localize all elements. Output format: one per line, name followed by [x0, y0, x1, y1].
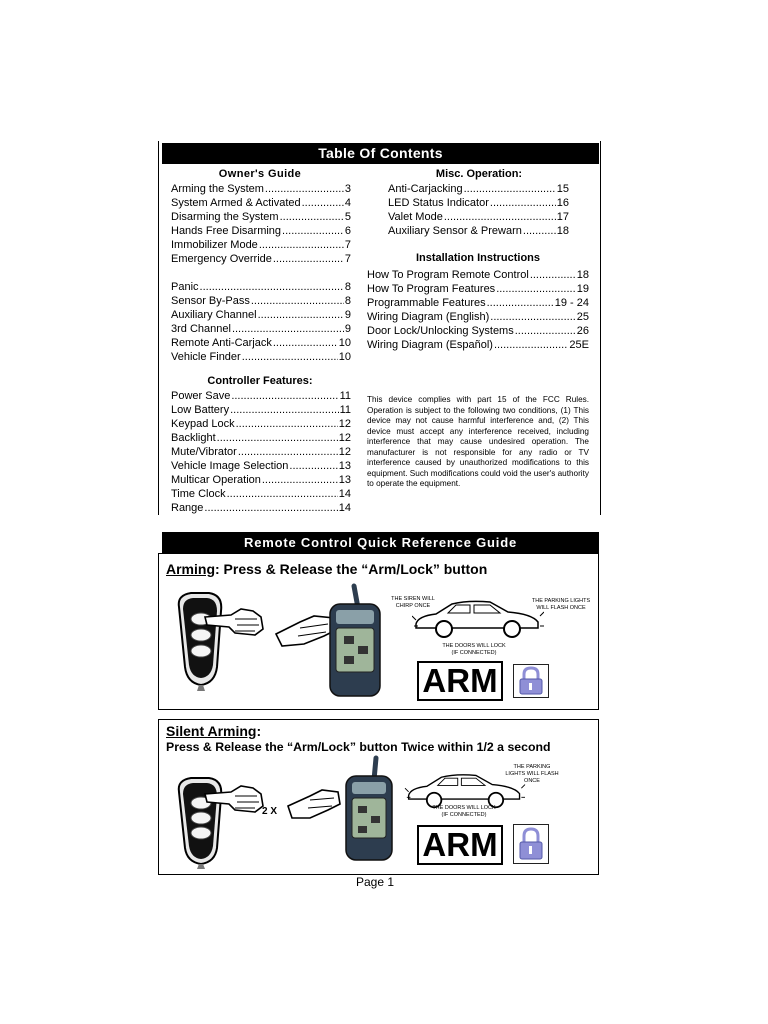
- toc-entry: [367, 268, 589, 282]
- toc-entry-label: LED Status Indicator: [388, 197, 489, 209]
- toc-entry-page: 19 - 24: [554, 297, 589, 309]
- toc-entry: [171, 473, 351, 487]
- toc-entry-page: 11: [339, 390, 351, 402]
- toc-entry-label: Range: [171, 502, 204, 514]
- toc-entry: [171, 336, 351, 350]
- toc-entry-label: Backlight: [171, 432, 216, 444]
- quick-reference-title: Remote Control Quick Reference Guide: [162, 532, 599, 553]
- toc-entry-leader: [262, 473, 338, 487]
- silent-arming-heading-colon: :: [256, 723, 262, 739]
- installation-list: [367, 268, 589, 352]
- toc-entry-label: 3rd Channel: [171, 323, 231, 335]
- toc-entry-page: 6: [344, 225, 351, 237]
- toc-entry-leader: [444, 210, 556, 224]
- toc-entry-label: Panic: [171, 281, 199, 293]
- toc-entry-leader: [289, 459, 337, 473]
- toc-entry-leader: [282, 224, 344, 238]
- toc-entry-page: 10: [338, 337, 351, 349]
- toc-entry: [171, 308, 351, 322]
- toc-entry-page: 17: [556, 211, 569, 223]
- toc-entry: [171, 350, 351, 364]
- toc-entry-label: Keypad Lock: [171, 418, 235, 430]
- toc-entry-page: 19: [576, 283, 589, 295]
- toc-entry-leader: [464, 182, 556, 196]
- toc-entry: [367, 310, 589, 324]
- silent-arming-panel: [158, 719, 599, 875]
- toc-entry: [367, 282, 589, 296]
- lcd-remote-icon: [274, 754, 394, 872]
- toc-entry: [171, 224, 351, 238]
- toc-entry-label: Wiring Diagram (English): [367, 311, 490, 323]
- toc-entry-page: 12: [338, 446, 351, 458]
- toc-entry-leader: [265, 182, 344, 196]
- toc-title: Table Of Contents: [162, 143, 599, 164]
- controller-features-heading: Controller Features:: [207, 375, 313, 387]
- toc-entry: [171, 487, 351, 501]
- toc-entry: [171, 501, 351, 515]
- toc-entry-leader: [217, 431, 338, 445]
- toc-entry-leader: [204, 501, 337, 515]
- fcc-notice: This device complies with part 15 of the FCC Rules. Operation is subject to the following two conditions, (1) This device may not cause harmful interference and, (2) This device must accept any interference received, including interference that may cause undesired operation. The manufacturer is not responsible for any radio or TV interference caused by unauthorized modifications to this equipment. Such modifications could void the user's authority to operate the equipment.: [367, 395, 589, 488]
- silent-arming-instruction: Press & Release the “Arm/Lock” button Twice within 1/2 a second: [166, 740, 551, 754]
- toc-entry-page: 9: [344, 309, 351, 321]
- parking-lights-note: THE PARKING LIGHTS WILL FLASH ONCE: [505, 764, 559, 784]
- toc-entry: [171, 238, 351, 252]
- toc-entry: [171, 182, 351, 196]
- toc-entry-page: 25E: [569, 339, 589, 351]
- toc-entry-leader: [200, 280, 344, 294]
- installation-heading: Installation Instructions: [415, 252, 541, 264]
- toc-entry-leader: [496, 282, 576, 296]
- toc-entry: [388, 210, 569, 224]
- toc-entry-page: 5: [344, 211, 351, 223]
- arming-panel: [158, 553, 599, 710]
- toc-entry-label: Remote Anti-Carjack: [171, 337, 272, 349]
- misc-operation-heading: Misc. Operation:: [435, 168, 523, 180]
- toc-entry-leader: [302, 196, 344, 210]
- toc-entry-label: Immobilizer Mode: [171, 239, 258, 251]
- siren-note: THE SIREN WILL CHIRP ONCE: [391, 596, 435, 609]
- toc-entry-leader: [230, 403, 338, 417]
- padlock-icon: [514, 665, 548, 697]
- toc-entry-page: 16: [556, 197, 569, 209]
- toc-entry: [171, 389, 351, 403]
- toc-entry-label: Anti-Carjacking: [388, 183, 463, 195]
- toc-entry-page: 14: [338, 502, 351, 514]
- toc-entry: [171, 403, 351, 417]
- toc-entry-leader: [490, 310, 575, 324]
- silent-arming-heading: Silent Arming: [166, 723, 257, 739]
- toc-entry-label: Time Clock: [171, 488, 226, 500]
- owners-guide-heading: Owner's Guide: [218, 168, 302, 180]
- toc-entry-label: Valet Mode: [388, 211, 443, 223]
- toc-entry-label: Door Lock/Unlocking Systems: [367, 325, 514, 337]
- arming-heading-line: [166, 561, 487, 577]
- toc-entry-page: 8: [344, 295, 351, 307]
- toc-entry: [367, 338, 589, 352]
- toc-entry: [171, 280, 351, 294]
- toc-entry-leader: [280, 210, 344, 224]
- misc-operation-list: [388, 182, 569, 238]
- toc-entry-leader: [515, 324, 576, 338]
- toc-entry: [388, 182, 569, 196]
- toc-entry-label: Programmable Features: [367, 297, 486, 309]
- toc-entry-leader: [238, 445, 338, 459]
- toc-entry-page: 11: [339, 404, 351, 416]
- toc-entry: [171, 459, 351, 473]
- toc-entry: [388, 224, 569, 238]
- toc-entry-leader: [232, 322, 344, 336]
- toc-entry-label: Wiring Diagram (Español): [367, 339, 493, 351]
- toc-entry-page: 26: [576, 325, 589, 337]
- toc-entry: [367, 296, 589, 310]
- toc-entry-leader: [273, 336, 338, 350]
- arm-display: ARM: [417, 825, 503, 865]
- owners-guide-list: [171, 182, 351, 364]
- toc-entry-page: 9: [344, 323, 351, 335]
- padlock-frame: [513, 824, 549, 864]
- padlock-frame: [513, 664, 549, 698]
- toc-entry-leader: [242, 350, 338, 364]
- toc-entry-label: System Armed & Activated: [171, 197, 301, 209]
- parking-lights-note: THE PARKING LIGHTS WILL FLASH ONCE: [531, 598, 591, 611]
- doors-lock-note: THE DOORS WILL LOCK (IF CONNECTED): [432, 805, 496, 818]
- toc-entry-leader: [273, 252, 344, 266]
- toc-entry-leader: [236, 417, 338, 431]
- toc-entry-label: Low Battery: [171, 404, 230, 416]
- padlock-icon: [514, 825, 548, 863]
- toc-entry-label: Vehicle Image Selection: [171, 460, 289, 472]
- hand-pointer-icon: [276, 616, 336, 646]
- toc-entry-page: 7: [344, 239, 351, 251]
- toc-entry-leader: [251, 294, 344, 308]
- toc-entry-leader: [231, 389, 338, 403]
- toc-entry-label: Auxiliary Channel: [171, 309, 257, 321]
- toc-entry-label: Vehicle Finder: [171, 351, 241, 363]
- toc-entry: [171, 431, 351, 445]
- toc-entry-leader: [487, 296, 554, 310]
- toc-entry-label: Multicar Operation: [171, 474, 261, 486]
- toc-entry-page: 15: [556, 183, 569, 195]
- toc-entry-leader: [530, 268, 576, 282]
- toc-entry: [171, 252, 351, 266]
- toc-entry-leader: [259, 238, 344, 252]
- toc-entry-page: 12: [338, 432, 351, 444]
- toc-entry-page: 10: [338, 351, 351, 363]
- toc-entry-label: Sensor By-Pass: [171, 295, 250, 307]
- toc-entry-page: 13: [338, 460, 351, 472]
- toc-entry-page: 13: [338, 474, 351, 486]
- toc-entry-page: 18: [576, 269, 589, 281]
- toc-entry: [171, 196, 351, 210]
- toc-entry: [171, 210, 351, 224]
- arming-subtitle: : Press & Release the “Arm/Lock” button: [215, 561, 488, 577]
- toc-entry: [171, 417, 351, 431]
- toc-entry: [171, 322, 351, 336]
- silent-arming-heading-line: [166, 723, 261, 739]
- toc-entry-page: 25: [576, 311, 589, 323]
- doors-lock-note: THE DOORS WILL LOCK (IF CONNECTED): [442, 643, 506, 656]
- toc-entry-page: 12: [338, 418, 351, 430]
- toc-entry-label: Emergency Override: [171, 253, 272, 265]
- toc-entry-leader: [490, 196, 556, 210]
- controller-features-list: [171, 389, 351, 515]
- toc-entry: [171, 445, 351, 459]
- toc-entry-page: 4: [344, 197, 351, 209]
- toc-entry-label: Hands Free Disarming: [171, 225, 282, 237]
- toc-entry-label: How To Program Features: [367, 283, 496, 295]
- toc-entry-page: 3: [344, 183, 351, 195]
- toc-entry-label: Mute/Vibrator: [171, 446, 237, 458]
- toc-entry-label: How To Program Remote Control: [367, 269, 529, 281]
- lcd-remote-icon: [274, 582, 394, 700]
- toc-entry-label: Auxiliary Sensor & Prewarn: [388, 225, 522, 237]
- arming-heading: Arming: [166, 561, 215, 577]
- toc-entry-label: Disarming the System: [171, 211, 279, 223]
- toc-entry-page: 18: [556, 225, 569, 237]
- press-twice-label: 2 X: [262, 806, 278, 817]
- toc-entry-page: 7: [344, 253, 351, 265]
- toc-entry: [388, 196, 569, 210]
- toc-entry-page: 8: [344, 281, 351, 293]
- toc-entry-leader: [523, 224, 556, 238]
- toc-entry: [367, 324, 589, 338]
- toc-entry-label: Arming the System: [171, 183, 264, 195]
- page-number: Page 1: [355, 875, 395, 889]
- toc-entry-leader: [258, 308, 344, 322]
- toc-entry-page: 14: [338, 488, 351, 500]
- toc-entry-label: Power Save: [171, 390, 231, 402]
- toc-entry-leader: [494, 338, 568, 352]
- hand-pointer-icon: [288, 790, 340, 818]
- arm-display: ARM: [417, 661, 503, 701]
- toc-entry-leader: [227, 487, 338, 501]
- toc-entry: [171, 294, 351, 308]
